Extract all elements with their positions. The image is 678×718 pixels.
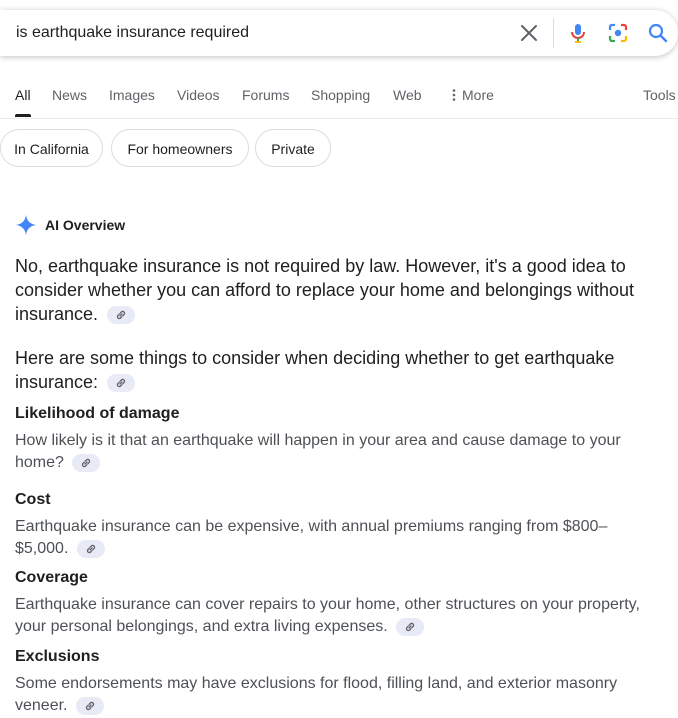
link-icon bbox=[404, 621, 416, 633]
lens-icon[interactable] bbox=[606, 21, 630, 45]
tab-forums[interactable]: Forums bbox=[242, 87, 290, 103]
source-link-chip[interactable] bbox=[72, 454, 100, 472]
tab-videos[interactable]: Videos bbox=[177, 87, 220, 103]
sparkle-icon bbox=[15, 214, 37, 236]
ai-consider-paragraph bbox=[15, 346, 655, 394]
search-bar bbox=[0, 10, 678, 56]
chip-private[interactable]: Private bbox=[255, 129, 331, 167]
chip-for-homeowners[interactable]: For homeowners bbox=[111, 129, 249, 167]
tab-shopping[interactable]: Shopping bbox=[311, 87, 371, 103]
source-link-chip[interactable] bbox=[396, 618, 424, 636]
item-heading: Coverage bbox=[15, 569, 88, 586]
item-text: Earthquake insurance can cover repairs to your home, other structures on your property, your personal belongings, and extra living expenses. bbox=[15, 596, 640, 635]
tab-more-label: More bbox=[462, 87, 494, 103]
item-text: How likely is it that an earthquake will happen in your area and cause damage to your home? bbox=[15, 432, 621, 471]
search-input[interactable]: is earthquake insurance required bbox=[16, 24, 250, 41]
tab-all[interactable]: All bbox=[15, 87, 31, 103]
item-heading: Likelihood of damage bbox=[15, 405, 180, 422]
item-text: Earthquake insurance can be expensive, with annual premiums ranging from $800–$5,000. bbox=[15, 518, 608, 557]
tab-more[interactable] bbox=[449, 87, 494, 103]
ai-intro-paragraph bbox=[15, 254, 655, 326]
ai-consider-text: Here are some things to consider when deciding whether to get earthquake insurance: bbox=[15, 348, 615, 392]
link-icon bbox=[85, 543, 97, 555]
item-description bbox=[15, 673, 655, 717]
item-description bbox=[15, 430, 655, 474]
item-description bbox=[15, 594, 655, 638]
tab-web[interactable]: Web bbox=[393, 87, 422, 103]
tools-button[interactable]: Tools bbox=[643, 87, 676, 103]
item-text: Some endorsements may have exclusions for flood, filling land, and exterior masonry veneer. bbox=[15, 675, 618, 714]
search-icon[interactable] bbox=[646, 21, 670, 45]
source-link-chip[interactable] bbox=[107, 306, 135, 324]
search-tabs bbox=[0, 80, 678, 119]
ai-overview-label: AI Overview bbox=[45, 217, 126, 233]
ai-intro-text: No, earthquake insurance is not required by law. However, it's a good idea to consider whether you can afford to replace your home and belongings without insurance. bbox=[15, 256, 635, 324]
link-icon bbox=[80, 457, 92, 469]
more-vert-icon bbox=[449, 88, 459, 102]
chip-in-california[interactable]: In California bbox=[0, 129, 103, 167]
tab-active-indicator bbox=[15, 114, 31, 117]
item-heading: Cost bbox=[15, 491, 51, 508]
clear-icon[interactable] bbox=[517, 21, 541, 45]
source-link-chip[interactable] bbox=[107, 374, 135, 392]
ai-overview-header bbox=[15, 213, 125, 237]
link-icon bbox=[115, 377, 127, 389]
item-description bbox=[15, 516, 655, 560]
search-divider bbox=[553, 18, 554, 48]
microphone-icon[interactable] bbox=[566, 21, 590, 45]
source-link-chip[interactable] bbox=[76, 697, 104, 715]
link-icon bbox=[84, 700, 96, 712]
link-icon bbox=[115, 309, 127, 321]
source-link-chip[interactable] bbox=[77, 540, 105, 558]
tab-images[interactable]: Images bbox=[109, 87, 155, 103]
tab-news[interactable]: News bbox=[52, 87, 88, 103]
item-heading: Exclusions bbox=[15, 648, 100, 665]
